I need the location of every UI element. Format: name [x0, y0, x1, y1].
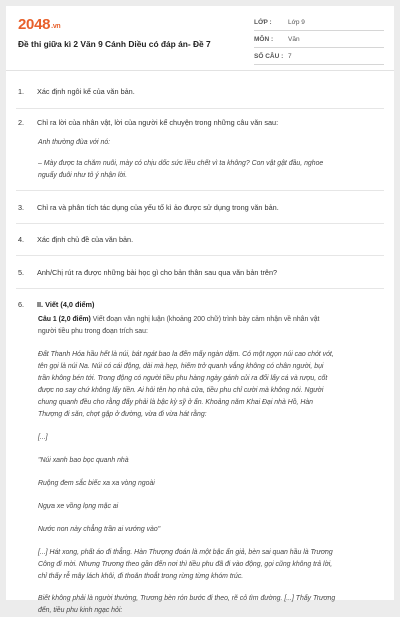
meta-row-class	[254, 14, 384, 31]
poem-line: Ngựa xe vồng lọng mặc ai	[38, 503, 119, 510]
question-number: 3.	[18, 203, 25, 212]
divider	[16, 108, 384, 109]
question-text: Chỉ ra lời của nhân vật, lời của người kể chuyện trong những câu văn sau:	[37, 118, 279, 127]
section-heading: II. Viết (4,0 điểm)	[37, 300, 95, 309]
document-page	[6, 6, 394, 614]
question-text: Xác định chủ đề của văn bản.	[37, 235, 134, 244]
excerpt-line: [...] Hát xong, phất áo đi thẳng. Hàn Thượng đoán là một bậc ẩn giả, bèn sai quan hầu là Trương	[38, 549, 333, 556]
excerpt-line: chung quanh đều cho rằng đấy phải là bậc kỳ sỹ ở ẩn. Khoảng năm Khai Đại nhà Hồ, Hàn	[38, 399, 313, 406]
excerpt-line: trần không bén tới. Trong động có người tiều phu hàng ngày gánh củi ra đổi lấy cá và rượu, cốt	[38, 375, 328, 382]
quote-label: Anh thường đùa với nó:	[38, 139, 111, 146]
question-number: 2.	[18, 118, 25, 127]
excerpt-line: Đất Thanh Hóa hầu hết là núi, bát ngát bao la đến mấy ngàn dặm. Có một ngọn núi cao chót vót,	[38, 351, 334, 358]
ellipsis: [...]	[38, 434, 48, 441]
excerpt-line: chỉ thấy rễ mây lách khôi, đi thoăn thoắt trong rừng từng khóm trúc.	[38, 573, 244, 580]
excerpt-line: Thượng đi săn, chợt gặp ở đường, vừa đi vừa hát rằng:	[38, 411, 207, 418]
excerpt-line: Biết không phải là người thường, Trương bèn rón bước đi theo, rẽ cỏ tìm đường. [...] Thấy Trương	[38, 595, 336, 602]
divider	[16, 288, 384, 289]
meta-value: 7	[288, 53, 292, 60]
question-number: 4.	[18, 235, 25, 244]
meta-label: SỐ CÂU :	[254, 53, 284, 60]
question-number: 1.	[18, 87, 25, 96]
essay-prompt-line: người tiều phu trong đoạn trích sau:	[38, 328, 148, 335]
excerpt-line: đến, tiều phu kinh ngạc hỏi:	[38, 607, 123, 614]
question-text: Chỉ ra và phân tích tác dụng của yếu tố kì ảo được sử dụng trong văn bản.	[37, 203, 279, 212]
divider	[16, 190, 384, 191]
meta-value: Lớp 9	[288, 19, 305, 26]
meta-value: Văn	[288, 36, 300, 43]
question-text: Anh/Chị rút ra được những bài học gì cho bản thân sau qua văn bản trên?	[37, 268, 278, 277]
poem-line: Ruộng đem sắc biếc xa xa vòng ngoài	[38, 480, 155, 487]
divider	[16, 255, 384, 256]
question-number: 5.	[18, 268, 25, 277]
meta-row-count	[254, 48, 384, 65]
meta-label: LỚP :	[254, 19, 272, 26]
poem-line: "Núi xanh bao bọc quanh nhà	[38, 457, 129, 464]
site-logo[interactable]: 2048.vn	[18, 16, 61, 33]
quote-line: – Mày được ta chăm nuôi, mày có chịu dốc sức liều chết vì ta không? Con vật gật đầu, nghoe	[38, 160, 324, 167]
document-title: Đề thi giữa kì 2 Văn 9 Cánh Diều có đáp án- Đề 7	[18, 39, 211, 49]
question-number: 6.	[18, 300, 25, 309]
divider	[16, 223, 384, 224]
meta-label: MÔN :	[254, 36, 274, 43]
quote-line: nguẩy đuôi như tỏ ý nhận lời.	[38, 172, 127, 179]
essay-prompt: Câu 1 (2,0 điểm) Viết đoạn văn nghị luận (khoảng 200 chữ) trình bày cảm nhận về nhân vật	[38, 316, 320, 323]
excerpt-line: được no say chứ không lấy tiền. Ai hỏi tên họ nhà cửa, tiều phu chỉ cười mà không nói. Người	[38, 387, 324, 394]
excerpt-line: Công đi mời. Nhưng Trương theo gần đến nơi thì tiều phu đã đi vào động, gọi cũng không trả lời,	[38, 561, 333, 568]
excerpt-line: tên gọi là núi Na. Núi có cái động, dài mà hẹp, hiếm trở quanh vắng không có chân người, bụi	[38, 363, 324, 370]
poem-line: Nước non này chẳng trần ai vướng vào"	[38, 526, 161, 533]
meta-row-subject	[254, 31, 384, 48]
document-header	[6, 6, 394, 71]
question-text: Xác định ngôi kể của văn bản.	[37, 87, 135, 96]
